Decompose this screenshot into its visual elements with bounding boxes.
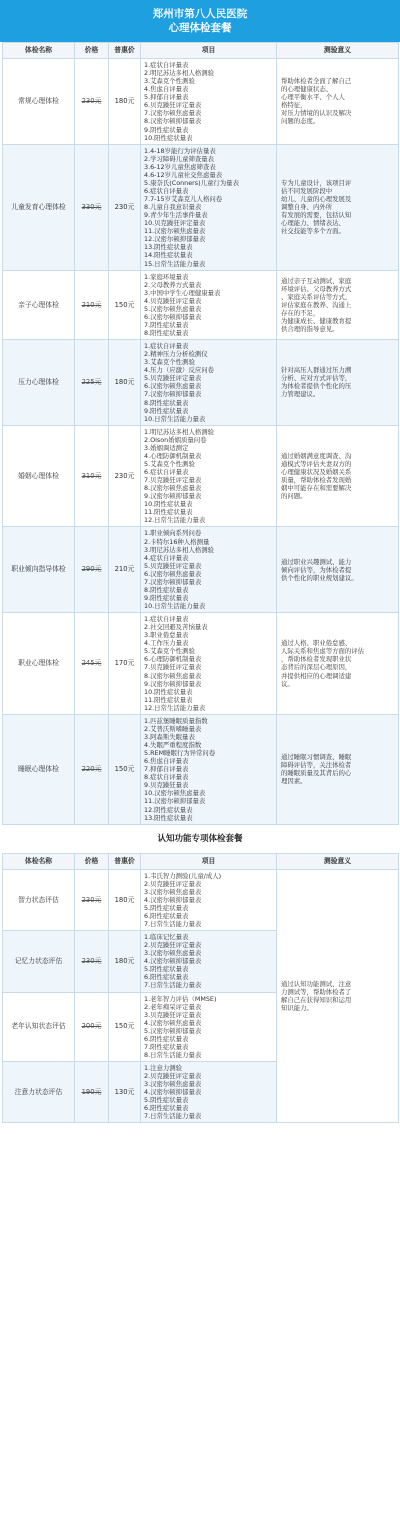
current-price: 150元 <box>109 714 141 824</box>
item-line: 5.阴性症状量表 <box>144 903 189 912</box>
package-items <box>141 714 277 824</box>
item-line: 7.阴性症状量表 <box>144 320 189 329</box>
item-line: 3.艾森克个性测验 <box>144 358 195 367</box>
item-line: 5.贝克躁狂评定量表 <box>144 561 202 570</box>
meaning-line: 的心理健康状态、 <box>281 85 333 94</box>
item-line: 8.日常生活能力量表 <box>144 1050 202 1059</box>
item-line: 2.社交回避及苦恼量表 <box>144 623 208 632</box>
package-items <box>141 340 277 426</box>
item-line: 2.精神压力分析检测仪 <box>144 350 208 359</box>
item-line: 1.4-18岁能行为评估量表 <box>144 146 216 155</box>
original-price: 245元 <box>75 613 109 715</box>
item-line: 5.贝克躁狂评定量表 <box>144 374 202 383</box>
item-line: 3.汉密尔顿焦虑量表 <box>144 1080 202 1089</box>
item-line: 6.汉密尔顿焦虑量表 <box>144 569 202 578</box>
item-line: 7.贝克躁狂评定量表 <box>144 663 202 672</box>
item-line: 10.阴性症状量表 <box>144 687 193 696</box>
item-line: 10.日常生活能力量表 <box>144 414 206 423</box>
item-line: 7.日常生活能力量表 <box>144 920 202 928</box>
item-line: 1.老年智力评估（MMSE) <box>144 994 217 1003</box>
item-line: 9.贝克躁狂量表 <box>144 781 189 790</box>
package-name: 亲子心理体检 <box>3 270 75 340</box>
item-line: 4.6-12岁儿童社交焦虑量表 <box>144 170 223 179</box>
item-line: 1.明尼苏达多相人格测验 <box>144 427 215 436</box>
item-line: 5.汉密尔顿焦虑量表 <box>144 304 202 313</box>
meaning-line: 通模式等评估夫妻双方的 <box>281 459 352 468</box>
package-items <box>141 992 277 1062</box>
item-line: 8.汉密尔顿焦虑量表 <box>144 484 202 493</box>
item-line: 12.阴性症状量表 <box>144 805 193 814</box>
item-line: 9.青少年生活事件量表 <box>144 211 208 220</box>
meaning-line: ，帮助体检者发现职业状 <box>281 655 352 664</box>
item-line: 2.贝克躁狂评定量表 <box>144 941 202 950</box>
meaning-line: 针对高压人群通过压力溯 <box>281 366 352 375</box>
package-name: 注意力状态评估 <box>3 1062 75 1123</box>
item-line: 3.中国中学生心理健康量表 <box>144 288 221 297</box>
item-line: 1.匹兹堡睡眠质量指数 <box>144 716 208 725</box>
packages-body <box>3 59 399 825</box>
original-price: 200元 <box>75 992 109 1062</box>
cognitive-section-title: 认知功能专项体检套餐 <box>0 825 400 853</box>
item-line: 6.汉密尔顿焦虑量表 <box>144 382 202 391</box>
item-line: 2.父母教养方式量表 <box>144 280 202 289</box>
item-line: 3.明尼苏达多相人格测验 <box>144 545 215 554</box>
meaning-line: 的睡眠质量及其背后的心 <box>281 769 352 778</box>
item-line: 8.阳性症状量表 <box>144 329 189 337</box>
package-row <box>3 270 399 340</box>
package-name: 儿童发育心理体检 <box>3 144 75 270</box>
item-line: 11.汉密尔顿抑郁量表 <box>144 797 206 806</box>
item-line: 9.汉密尔顿抑郁量表 <box>144 679 202 688</box>
header-current-price: 普惠价 <box>109 43 141 59</box>
meaning-line: 质量，帮助体检者发现婚 <box>281 476 352 485</box>
cognitive-meaning <box>277 869 399 1123</box>
item-line: 4.汉密尔顿抑郁量表 <box>144 895 202 904</box>
original-price: 230元 <box>75 931 109 992</box>
meaning-line: 、家庭关系评估等方式， <box>281 292 352 301</box>
package-items <box>141 869 277 930</box>
package-meaning <box>277 425 399 527</box>
item-line: 1.韦氏智力测验(儿童/成人) <box>144 871 222 880</box>
item-line: 8.汉密尔顿抑郁量表 <box>144 117 202 126</box>
meaning-line: 力测试等，帮助体检者了 <box>281 987 352 996</box>
meaning-line: 通过亲子互动测试、家庭 <box>281 276 352 285</box>
item-line: 9.阳性症状量表 <box>144 406 189 415</box>
meaning-line: 理因素。 <box>281 777 307 786</box>
original-price: 190元 <box>75 1062 109 1123</box>
meaning-line: 有发展的需要，包括认知 <box>281 211 352 220</box>
header-name: 体检名称 <box>3 43 75 59</box>
packages-table <box>2 42 399 825</box>
item-line: 2.贝克躁狂评定量表 <box>144 879 202 888</box>
package-meaning <box>277 59 399 145</box>
meaning-line: 通过人格、职业倦怠感、 <box>281 639 352 648</box>
meaning-line: 态背后的深层心理原因， <box>281 663 352 672</box>
item-line: 8.阴性症状量表 <box>144 585 189 594</box>
meaning-line: 议。 <box>281 679 294 688</box>
item-line: 8.症状自评量表 <box>144 773 189 782</box>
package-meaning <box>277 144 399 270</box>
table-header-row <box>3 43 399 59</box>
item-line: 5.REM睡眠行为异常问卷 <box>144 749 216 758</box>
package-name: 压力心理体检 <box>3 340 75 426</box>
item-line: 11.阳性症状量表 <box>144 695 193 704</box>
item-line: 5.阴性症状量表 <box>144 965 189 974</box>
item-line: 6.症状自评量表 <box>144 468 189 476</box>
original-price: 230元 <box>75 869 109 930</box>
item-line: 6.阳性症状量表 <box>144 973 189 982</box>
item-line: 15.日常生活能力量表 <box>144 259 206 268</box>
item-line: 6.阳性症状量表 <box>144 1104 189 1113</box>
meaning-line: 姻中可能存在和需要解决 <box>281 484 352 493</box>
item-line: 2.学习障碍儿童筛查量表 <box>144 154 215 163</box>
package-name: 智力状态评估 <box>3 869 75 930</box>
item-line: 8.儿童自我意识量表 <box>144 203 202 212</box>
meaning-line: 心理能力、情绪表达、 <box>281 219 345 228</box>
item-line: 7.贝克躁狂评定量表 <box>144 476 202 485</box>
item-line: 5.抑郁自评量表 <box>144 93 189 102</box>
meaning-line: 的问题。 <box>281 492 307 501</box>
header-price: 价格 <box>75 43 109 59</box>
item-line: 9.阴性症状量表 <box>144 125 189 134</box>
package-meaning <box>277 340 399 426</box>
cognitive-table <box>2 853 399 1124</box>
current-price: 130元 <box>109 1062 141 1123</box>
meaning-line: 幼儿、儿童的心理发展及 <box>281 195 352 203</box>
meaning-line: 供个性化的职业规划建议。 <box>281 573 358 582</box>
original-price: 290元 <box>75 527 109 613</box>
item-line: 4.汉密尔顿焦虑量表 <box>144 1018 202 1027</box>
item-line: 2.明尼苏达多相人格测验 <box>144 69 215 78</box>
item-line: 4.贝克躁狂评定量表 <box>144 296 202 305</box>
current-price: 210元 <box>109 527 141 613</box>
item-line: 5.汉密尔顿抑郁量表 <box>144 1026 202 1035</box>
meaning-line: 心理健康状况及婚姻关系 <box>281 468 352 476</box>
item-line: 1.症状自评量表 <box>144 61 189 69</box>
item-line: 4.工作压力量表 <box>144 639 189 648</box>
meaning-line: 估不同发展阶段中 <box>281 186 333 195</box>
current-price: 180元 <box>109 931 141 992</box>
current-price: 180元 <box>109 340 141 426</box>
package-items <box>141 1062 277 1123</box>
package-items <box>141 270 277 340</box>
header-items: 项目 <box>141 43 277 59</box>
current-price: 230元 <box>109 144 141 270</box>
item-line: 9.汉密尔顿抑郁量表 <box>144 492 202 501</box>
package-items <box>141 144 277 270</box>
item-line: 11.阳性症状量表 <box>144 508 193 517</box>
cognitive-header-row <box>3 853 399 869</box>
meaning-line: 通过睡眠习惯调查、睡眠 <box>281 753 352 762</box>
item-line: 11.汉密尔顿焦虑量表 <box>144 227 206 236</box>
meaning-line: 问题的态度。 <box>281 117 320 126</box>
item-line: 7.抑郁自评量表 <box>144 765 189 774</box>
item-line: 10.汉密尔顿焦虑量表 <box>144 789 206 798</box>
cognitive-body <box>3 869 399 1123</box>
item-line: 6.阴性症状量表 <box>144 1034 189 1043</box>
item-line: 6.汉密尔顿抑郁量表 <box>144 312 202 321</box>
item-line: 3.婚姻调适测定 <box>144 443 189 452</box>
package-name: 记忆力状态评估 <box>3 931 75 992</box>
item-line: 2.艾普沃斯嗜睡量表 <box>144 724 202 733</box>
meaning-line: 通过婚姻满意度调查、沟 <box>281 451 352 460</box>
item-line: 8.汉密尔顿焦虑量表 <box>144 671 202 680</box>
meaning-line: 并提供相应的心理调适建 <box>281 671 352 680</box>
package-meaning <box>277 527 399 613</box>
item-line: 12.汉密尔顿抑郁量表 <box>144 235 206 244</box>
item-line: 2.老年痴呆评定量表 <box>144 1002 202 1011</box>
package-name: 婚姻心理体检 <box>3 425 75 527</box>
package-meaning <box>277 613 399 715</box>
package-name: 职业心理体检 <box>3 613 75 715</box>
header-meaning: 测验意义 <box>277 43 399 59</box>
meaning-line: 障碍评估等，关注体检者 <box>281 761 352 770</box>
package-row <box>3 527 399 613</box>
item-line: 3.汉密尔顿焦虑量表 <box>144 887 202 896</box>
package-row <box>3 59 399 145</box>
meaning-line: 心理平衡水平、个人人 <box>281 93 345 102</box>
meaning-line: 供合理的指导意见。 <box>281 324 339 333</box>
item-line: 13.阳性症状量表 <box>144 813 193 822</box>
item-line: 7.汉密尔顿焦虑量表 <box>144 109 202 118</box>
package-items <box>141 425 277 527</box>
current-price: 180元 <box>109 59 141 145</box>
item-line: 6.阳性症状量表 <box>144 911 189 920</box>
item-line: 7.日常生活能力量表 <box>144 1112 202 1121</box>
meaning-line: 存在的不足， <box>281 308 320 317</box>
header-name: 体检名称 <box>3 853 75 869</box>
item-line: 7.阳性症状量表 <box>144 1042 189 1051</box>
item-line: 1.注意力测验 <box>144 1064 183 1072</box>
item-line: 7.汉密尔顿抑郁量表 <box>144 390 202 399</box>
meaning-line: 调整自身、内外所 <box>281 203 333 212</box>
original-price: 220元 <box>75 714 109 824</box>
meaning-line: 为体检者提供个性化的压 <box>281 382 352 391</box>
page-header <box>0 0 400 42</box>
header-items: 项目 <box>141 853 277 869</box>
package-row <box>3 425 399 527</box>
meaning-line: 评估家庭在教养、沟通上 <box>281 300 352 309</box>
original-price: 310元 <box>75 425 109 527</box>
package-row <box>3 340 399 426</box>
item-line: 4.症状自评量表 <box>144 553 189 562</box>
item-line: 12.日常生活能力量表 <box>144 703 206 712</box>
package-meaning <box>277 714 399 824</box>
item-line: 8.阴性症状量表 <box>144 398 189 407</box>
cognitive-row <box>3 869 399 930</box>
package-name: 职业倾向指导体检 <box>3 527 75 613</box>
item-line: 2.Olson婚姻质量问卷 <box>144 435 207 444</box>
meaning-line: 专为儿童设计，该项目评 <box>281 178 352 187</box>
item-line: 4.失眠严重程度指数 <box>144 741 202 749</box>
meaning-line: 格特征， <box>281 101 307 110</box>
meaning-line: 力管理建议。 <box>281 390 320 399</box>
item-line: 4.压力（应激）反应问卷 <box>144 366 215 375</box>
item-line: 14.阳性症状量表 <box>144 251 193 260</box>
header-meaning: 测验意义 <box>277 853 399 869</box>
meaning-line: 帮助体检者全面了解自己 <box>281 77 352 86</box>
meaning-line: 倾向评估等，为体检者提 <box>281 565 352 574</box>
item-line: 5.康奈氏(Conners)儿童行为量表 <box>144 178 239 187</box>
original-price: 230元 <box>75 59 109 145</box>
package-name: 常规心理体检 <box>3 59 75 145</box>
meaning-line: 分析、应对方式评估等， <box>281 374 352 383</box>
current-price: 170元 <box>109 613 141 715</box>
page-title: 心理体检套餐 <box>168 22 232 34</box>
package-row <box>3 144 399 270</box>
item-line: 6.心理防御机制量表 <box>144 655 202 664</box>
package-meaning <box>277 270 399 340</box>
item-line: 3.贝克躁狂评定量表 <box>144 1010 202 1019</box>
meaning-line: 解自己在获得知识和运用 <box>281 996 352 1005</box>
item-line: 3.艾森克个性测验 <box>144 77 195 86</box>
item-line: 5.阴性症状量表 <box>144 1096 189 1105</box>
meaning-line: 人际关系和焦虑等方面的评估 <box>281 647 365 656</box>
header-current-price: 普惠价 <box>109 853 141 869</box>
item-line: 10.日常生活能力量表 <box>144 602 206 610</box>
item-line: 10.贝克躁狂评定量表 <box>144 219 206 228</box>
item-line: 1.临床记忆量表 <box>144 933 189 942</box>
item-line: 6.焦虑自评量表 <box>144 757 189 766</box>
current-price: 150元 <box>109 992 141 1062</box>
item-line: 5.艾森克个性测验 <box>144 459 195 468</box>
meaning-line: 通过职业兴趣测试、能力 <box>281 557 352 566</box>
item-line: 3.6-12岁儿童焦虑筛查表 <box>144 162 216 171</box>
item-line: 1.家庭环境量表 <box>144 272 189 281</box>
item-line: 3.汉密尔顿焦虑量表 <box>144 949 202 958</box>
current-price: 230元 <box>109 425 141 527</box>
package-items <box>141 931 277 992</box>
item-line: 9.阳性症状量表 <box>144 593 189 602</box>
item-line: 1.症状自评量表 <box>144 342 189 351</box>
item-line: 7.日常生活能力量表 <box>144 981 202 990</box>
item-line: 4.汉密尔顿抑郁量表 <box>144 957 202 966</box>
item-line: 3.职业倦怠量表 <box>144 631 189 640</box>
package-items <box>141 527 277 613</box>
item-line: 1.症状自评量表 <box>144 615 189 624</box>
item-line: 7.7-15岁艾森克儿人格问卷 <box>144 195 223 203</box>
item-line: 3.阿森斯失眠量表 <box>144 732 195 741</box>
item-line: 6.贝克躁狂评定量表 <box>144 101 202 110</box>
meaning-line: 为健康成长、健康教育提 <box>281 316 352 325</box>
package-row <box>3 714 399 824</box>
hospital-name: 郑州市第八人民医院 <box>152 8 248 20</box>
meaning-line: 通过认知功能测试、注意 <box>281 979 352 988</box>
package-name: 老年认知状态评估 <box>3 992 75 1062</box>
item-line: 6.症状自评量表 <box>144 186 189 195</box>
meaning-line: 对压力情境的认识及解决 <box>281 109 352 118</box>
package-row <box>3 613 399 715</box>
header-price: 价格 <box>75 853 109 869</box>
item-line: 13.阴性症状量表 <box>144 243 193 252</box>
item-line: 1.职业倾向系列问卷 <box>144 529 202 538</box>
item-line: 2.贝克躁狂评定量表 <box>144 1072 202 1081</box>
package-items <box>141 613 277 715</box>
item-line: 10.阴性症状量表 <box>144 500 193 509</box>
original-price: 225元 <box>75 340 109 426</box>
current-price: 180元 <box>109 869 141 930</box>
item-line: 4.汉密尔顿抑郁量表 <box>144 1088 202 1097</box>
meaning-line: 社交技能等多个方面。 <box>281 227 345 236</box>
meaning-line: 知识能力。 <box>281 1004 313 1013</box>
original-price: 330元 <box>75 144 109 270</box>
package-items <box>141 59 277 145</box>
item-line: 4.焦虑自评量表 <box>144 85 189 94</box>
item-line: 2.卡特尔16种人格测量 <box>144 537 210 546</box>
item-line: 4.心理防御机制量表 <box>144 451 202 460</box>
package-name: 睡眠心理体检 <box>3 714 75 824</box>
meaning-line: 环境评估、父母教养方式 <box>281 284 352 293</box>
current-price: 150元 <box>109 270 141 340</box>
original-price: 210元 <box>75 270 109 340</box>
item-line: 5.艾森克个性测验 <box>144 647 195 656</box>
item-line: 10.阳性症状量表 <box>144 133 193 142</box>
item-line: 12.日常生活能力量表 <box>144 516 206 525</box>
item-line: 7.汉密尔顿抑郁量表 <box>144 577 202 586</box>
